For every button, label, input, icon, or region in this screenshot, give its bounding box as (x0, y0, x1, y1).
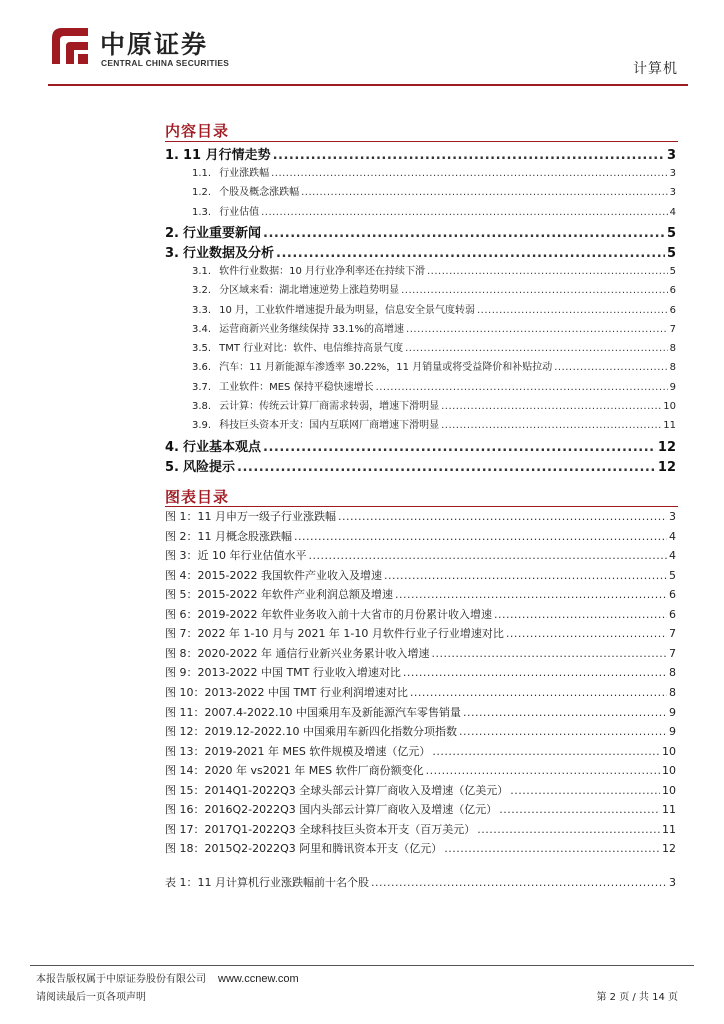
leader-dots (271, 168, 668, 179)
industry-section-label: 计算机 (633, 61, 678, 77)
figure-entry-label: 图 6： (165, 607, 198, 621)
leader-dots (459, 725, 667, 738)
figures-heading: 图表目录 (165, 488, 230, 506)
leader-dots (403, 666, 667, 679)
toc-entry-title: 10 月，工业软件增速提升最为明显，信息安全景气度转弱 (219, 304, 475, 316)
figure-list-entry[interactable] (165, 547, 676, 563)
toc-entry-title: 行业基本观点 (182, 439, 261, 455)
leader-dots (410, 686, 667, 699)
toc-entry-page: 3 (669, 187, 676, 199)
figure-list-entry[interactable] (165, 840, 676, 856)
figure-entry-label: 图 1： (165, 510, 198, 523)
figure-entry-page: 5 (669, 568, 676, 582)
toc-section-entry[interactable] (165, 242, 676, 261)
leader-dots (309, 549, 668, 562)
logo-english-name: CENTRAL CHINA SECURITIES (101, 58, 230, 68)
figure-entry-page: 10 (662, 783, 676, 797)
toc-subsection-entry[interactable] (192, 301, 676, 316)
toc-entry-title: 软件行业数据：10 月行业净利率还在持续下滑 (219, 265, 425, 277)
toc-entry-page: 12 (657, 439, 676, 455)
leader-dots (384, 569, 667, 582)
toc-entry-page: 5 (666, 245, 676, 261)
toc-subsection-entry[interactable] (192, 397, 676, 412)
toc-entry-page: 11 (663, 420, 676, 432)
figure-entry-title: 2017Q1-2022Q3 全球科技巨头资本开支（百万美元） (204, 822, 476, 836)
footer-divider (30, 965, 694, 966)
figure-entry-title: 2014Q1-2022Q3 全球头部云计算厂商收入及增速（亿美元） (204, 783, 509, 797)
figure-entry-title: 2020-2022 年 通信行业新兴业务累计收入增速 (197, 646, 430, 660)
toc-entry-number: 3.2. (192, 285, 212, 297)
toc-entry-number: 3.7. (192, 381, 212, 393)
leader-dots (405, 343, 668, 354)
toc-entry-page: 12 (657, 459, 676, 475)
leader-dots (261, 207, 668, 218)
figure-entry-page: 6 (669, 588, 676, 602)
figure-entry-label: 图 11： (165, 705, 205, 719)
toc-subsection-entry[interactable] (192, 416, 676, 431)
leader-dots (463, 706, 667, 719)
toc-entry-number: 5. (165, 459, 179, 475)
leader-dots (431, 647, 667, 660)
toc-entry-title: 行业重要新闻 (182, 225, 261, 241)
figure-entry-title: 2015-2022 我国软件产业收入及增速 (197, 568, 382, 582)
toc-subsection-entry[interactable] (192, 339, 676, 354)
toc-entry-page: 3 (666, 148, 676, 163)
toc-entry-number: 1.2. (192, 187, 212, 199)
table-entry-label: 表 1： (165, 875, 198, 889)
toc-entry-number: 4. (165, 439, 179, 455)
figure-entry-label: 图 12： (165, 725, 205, 739)
figure-entry-page: 10 (662, 764, 676, 778)
toc-entry-title: 行业估值 (219, 206, 260, 218)
toc-entry-page: 8 (669, 343, 676, 355)
toc-entry-title: 云计算：传统云计算厂商需求转弱，增速下滑明显 (219, 401, 440, 412)
toc-entry-page: 5 (666, 225, 676, 241)
toc-entry-title: 个股及概念涨跌幅 (219, 187, 300, 199)
figure-entry-label: 图 14： (165, 764, 205, 778)
toc-subsection-entry[interactable] (192, 378, 676, 393)
figure-entry-page: 3 (669, 510, 676, 523)
figure-entry-page: 8 (669, 666, 676, 680)
toc-entry-number: 3.5. (192, 343, 212, 355)
figure-entry-page: 12 (662, 842, 676, 856)
page-header (0, 0, 724, 92)
toc-subsection-entry[interactable] (192, 320, 676, 335)
toc-section-entry[interactable] (165, 456, 676, 475)
leader-dots (294, 530, 667, 543)
figure-entry-label: 图 10： (165, 685, 205, 699)
toc-entry-page: 10 (663, 401, 676, 412)
figure-list-entry[interactable] (165, 782, 676, 798)
figure-entry-title: 2019-2021 年 MES 软件规模及增速（亿元） (204, 744, 431, 758)
leader-dots (427, 266, 668, 277)
toc-subsection-entry[interactable] (192, 203, 676, 218)
figure-entry-label: 图 16： (165, 803, 205, 817)
figure-entry-page: 4 (669, 529, 676, 543)
toc-entry-number: 2. (165, 225, 179, 241)
leader-dots (376, 382, 668, 393)
toc-section-entry[interactable] (165, 144, 676, 163)
figure-entry-label: 图 7： (165, 627, 198, 641)
toc-subsection-entry[interactable] (192, 358, 676, 373)
figure-list-entry[interactable] (165, 586, 676, 602)
figure-entry-title: 2015-2022 年软件产业利润总额及增速 (197, 588, 393, 602)
leader-dots (276, 246, 665, 261)
figure-entry-label: 图 13： (165, 744, 205, 758)
figure-entry-title: 近 10 年行业估值水平 (197, 549, 307, 563)
toc-entry-title: 11 月行情走势 (182, 148, 271, 163)
figure-list-entry[interactable] (165, 567, 676, 583)
figure-list-entry[interactable] (165, 606, 676, 622)
figure-list-entry[interactable] (165, 762, 676, 778)
toc-entry-number: 3.9. (192, 420, 212, 432)
footer-disclaimer: 请阅读最后一页各项声明 (36, 992, 146, 1003)
toc-entry-page: 7 (669, 323, 676, 335)
figure-entry-page: 10 (662, 744, 676, 758)
leader-dots (432, 745, 660, 758)
footer-url[interactable]: www.ccnew.com (218, 973, 299, 985)
leader-dots (444, 842, 660, 855)
header-divider (48, 84, 688, 86)
leader-dots (477, 823, 660, 836)
toc-entry-title: 工业软件：MES 保持平稳快速增长 (219, 381, 374, 393)
figure-entry-page: 4 (669, 549, 676, 563)
figure-entry-page: 6 (669, 607, 676, 621)
figure-entry-title: 2013-2022 中国 TMT 行业利润增速对比 (204, 685, 408, 699)
leader-dots (426, 764, 660, 777)
toc-entry-title: 分区域来看：湖北增速逆势上涨趋势明显 (219, 285, 400, 297)
leader-dots (395, 588, 667, 601)
figure-entry-label: 图 3： (165, 549, 198, 563)
figure-entry-page: 7 (669, 627, 676, 641)
toc-heading: 内容目录 (165, 122, 230, 140)
figure-list-entry[interactable] (165, 508, 676, 524)
toc-entry-number: 1. (165, 148, 179, 163)
toc-entry-page: 6 (669, 285, 676, 297)
toc-entry-number: 3.6. (192, 362, 212, 374)
toc-entry-number: 3.8. (192, 401, 212, 412)
toc-section-entry[interactable] (165, 436, 676, 455)
figure-list-entry[interactable] (165, 821, 676, 837)
leader-dots (273, 148, 665, 163)
toc-heading-rule (165, 141, 678, 142)
leader-dots (406, 324, 668, 335)
logo-chinese-name: 中原证券 (100, 30, 209, 59)
toc-section-entry[interactable] (165, 222, 676, 241)
figure-entry-page: 8 (669, 685, 676, 699)
toc-entry-number: 1.3. (192, 206, 212, 218)
figure-list-entry[interactable] (165, 684, 676, 700)
toc-subsection-entry[interactable] (192, 164, 676, 179)
toc-entry-page: 5 (669, 265, 676, 277)
leader-dots (506, 627, 667, 640)
toc-entry-title: TMT 行业对比：软件、电信维持高景气度 (219, 343, 404, 355)
leader-dots (263, 226, 665, 241)
toc-entry-title: 行业数据及分析 (182, 245, 274, 261)
toc-entry-page: 6 (669, 304, 676, 316)
figure-list-entry[interactable] (165, 801, 676, 817)
figure-entry-title: 2019.12-2022.10 中国乘用车新四化指数分项指数 (204, 725, 457, 739)
toc-subsection-entry[interactable] (192, 183, 676, 198)
leader-dots (338, 510, 667, 523)
leader-dots (237, 460, 656, 475)
figure-entry-label: 图 4： (165, 568, 198, 582)
leader-dots (499, 803, 660, 816)
leader-dots (510, 784, 660, 797)
table-entry-title: 11 月计算机行业涨跌幅前十名个股 (197, 875, 369, 889)
toc-entry-number: 3.1. (192, 265, 212, 277)
figure-entry-title: 2022 年 1-10 月与 2021 年 1-10 月软件行业子行业增速对比 (197, 627, 504, 641)
leader-dots (301, 187, 668, 198)
toc-entry-number: 1.1. (192, 168, 212, 179)
figure-entry-title: 2019-2022 年软件业务收入前十大省市的月份累计收入增速 (197, 607, 492, 621)
leader-dots (477, 305, 668, 316)
figure-entry-page: 9 (669, 705, 676, 719)
figure-entry-label: 图 9： (165, 666, 198, 680)
leader-dots (401, 285, 668, 296)
toc-entry-title: 运营商新兴业务继续保持 33.1%的高增速 (219, 323, 405, 335)
leader-dots (371, 876, 667, 889)
toc-subsection-entry[interactable] (192, 281, 676, 296)
figure-entry-title: 2020 年 vs2021 年 MES 软件厂商份额变化 (204, 764, 424, 778)
figure-entry-page: 7 (669, 646, 676, 660)
toc-entry-title: 科技巨头资本开支：国内互联网厂商增速下滑明显 (219, 420, 440, 432)
figure-entry-label: 图 15： (165, 783, 205, 797)
figure-entry-page: 11 (662, 822, 676, 836)
figure-entry-label: 图 2： (165, 529, 198, 543)
leader-dots (554, 362, 667, 373)
figure-list-entry[interactable] (165, 625, 676, 641)
figure-entry-page: 11 (662, 803, 676, 817)
figure-entry-label: 图 8： (165, 646, 198, 660)
company-logo (48, 24, 268, 74)
figure-list-entry[interactable] (165, 704, 676, 720)
logo-mark-icon (48, 24, 92, 68)
footer-page-info: 第 2 页 / 共 14 页 (596, 992, 678, 1003)
figure-entry-title: 2007.4-2022.10 中国乘用车及新能源汽车零售销量 (204, 705, 461, 719)
leader-dots (494, 608, 667, 621)
footer-copyright: 本报告版权属于中原证券股份有限公司 (36, 974, 206, 985)
figure-entry-title: 11 月概念股涨跌幅 (197, 529, 292, 543)
figure-entry-label: 图 5： (165, 588, 198, 602)
figure-list-entry[interactable] (165, 664, 676, 680)
toc-entry-number: 3.3. (192, 304, 212, 316)
figure-entry-label: 图 17： (165, 822, 205, 836)
figure-list-entry[interactable] (165, 723, 676, 739)
toc-entry-page: 4 (669, 206, 676, 218)
toc-entry-title: 汽车：11 月新能源车渗透率 30.22%，11 月销量或将受益降价和补贴拉动 (219, 362, 553, 374)
leader-dots (441, 420, 661, 431)
figure-list-entry[interactable] (165, 528, 676, 544)
table-list-entry[interactable] (165, 874, 676, 890)
figure-entry-title: 2016Q2-2022Q3 国内头部云计算厂商收入及增速（亿元） (204, 803, 498, 817)
toc-subsection-entry[interactable] (192, 262, 676, 277)
table-entry-page: 3 (669, 875, 676, 889)
figure-entry-title: 2013-2022 中国 TMT 行业收入增速对比 (197, 666, 401, 680)
toc-entry-page: 8 (669, 362, 676, 374)
figure-entry-title: 2015Q2-2022Q3 阿里和腾讯资本开支（亿元） (204, 842, 443, 856)
figure-list-entry[interactable] (165, 743, 676, 759)
figure-entry-label: 图 18： (165, 842, 205, 856)
toc-entry-number: 3.4. (192, 323, 212, 335)
figures-heading-rule (165, 506, 678, 507)
leader-dots (441, 401, 661, 412)
figure-list-entry[interactable] (165, 645, 676, 661)
figure-entry-title: 11 月申万一级子行业涨跌幅 (197, 510, 336, 523)
leader-dots (263, 440, 656, 455)
toc-entry-title: 风险提示 (182, 459, 235, 475)
toc-entry-title: 行业涨跌幅 (219, 168, 270, 179)
toc-entry-page: 9 (669, 381, 676, 393)
footer-copyright-line (36, 970, 299, 985)
toc-entry-number: 3. (165, 245, 179, 261)
toc-entry-page: 3 (669, 168, 676, 179)
figure-entry-page: 9 (669, 725, 676, 739)
